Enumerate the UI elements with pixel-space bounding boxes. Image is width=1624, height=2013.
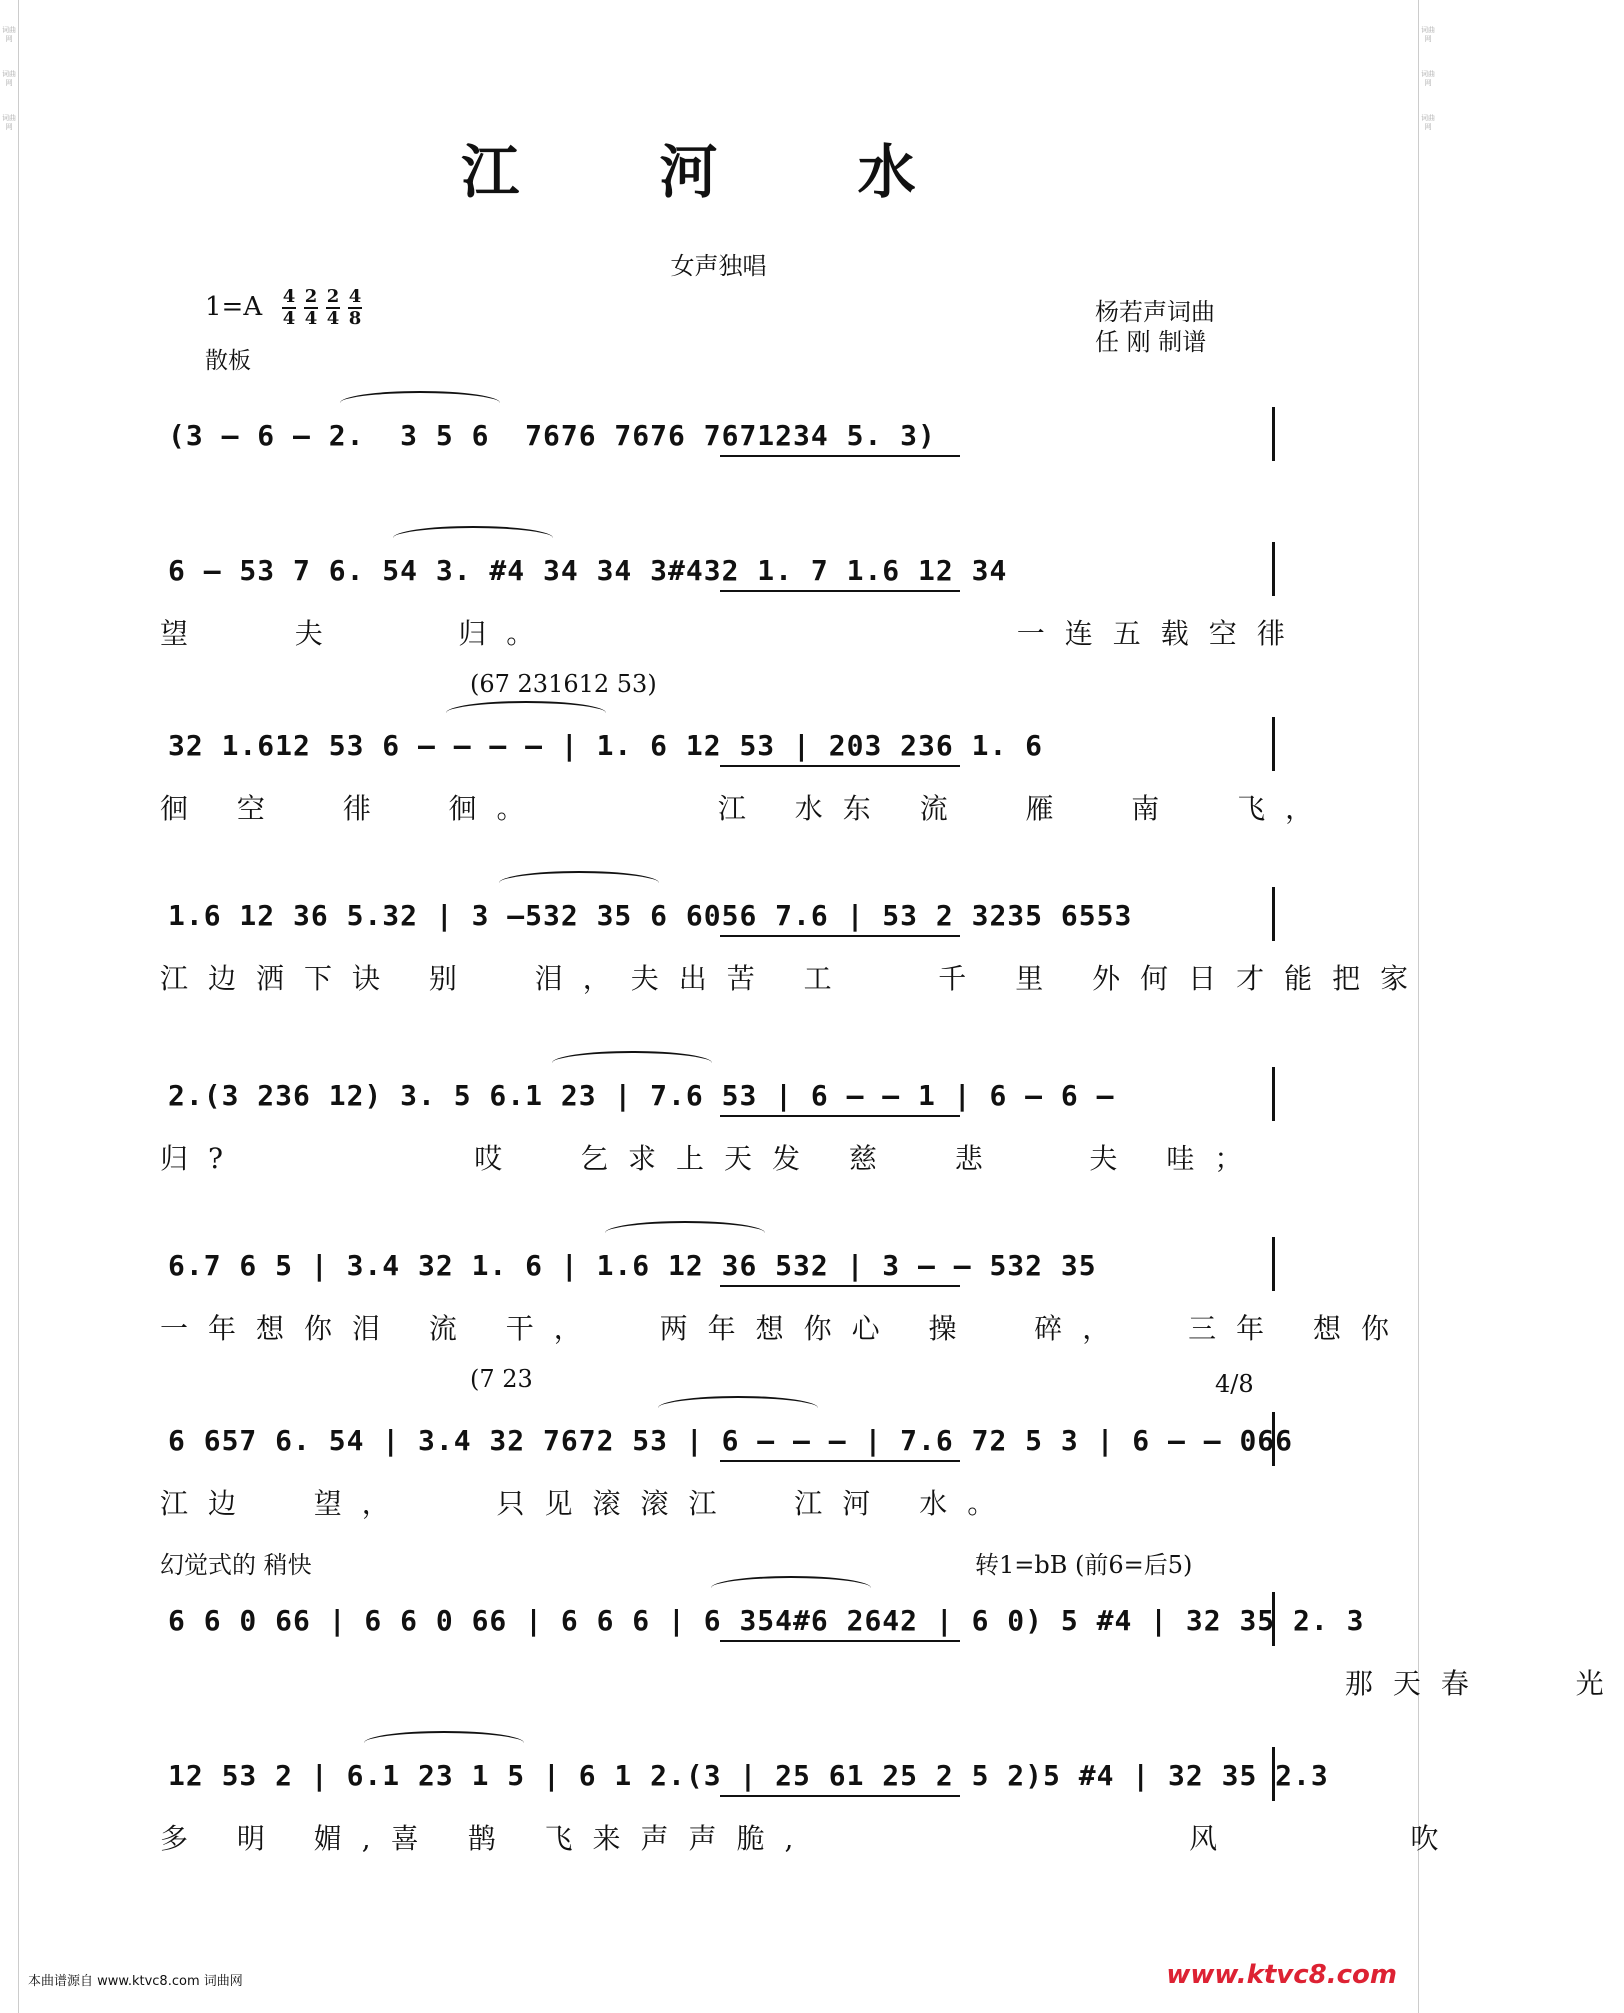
tempo-marking: 散板 [205,348,251,374]
note-sequence: 12 53 2 | 6.1 23 1 5 | 6 1 2.(3 | 25 61 25 2 5 2)5 #4 | 32 35 2.3 [168,1759,1329,1792]
note-sequence: 6 6 0 66 | 6 6 0 66 | 6 6 6 | 6 354#6 2642 | 6 0) 5 #4 | 32 35 2. 3 [168,1604,1365,1637]
barline [1272,717,1275,771]
score-row [160,540,1275,610]
modulation-note: 转1=bB (前6=后5) [975,1551,1193,1579]
beam-underline [720,935,960,937]
slur-mark [658,1396,818,1420]
lyric-line: 江边 望， 只见滚滚江 江河 水。 [160,1487,1016,1520]
beam-underline [720,1640,960,1642]
meter-list [282,287,362,329]
barline [1272,407,1275,461]
beam-underline [720,1460,960,1462]
beam-underline [720,1115,960,1117]
footer-site-logo: www.ktvc8.com [1166,1960,1397,1990]
score-row [160,1590,1365,1660]
note-sequence: 32 1.612 53 6 – – – – | 1. 6 12 53 | 203 236 1. 6 [168,729,1044,762]
watermark-text: 词曲网 [1421,70,1435,87]
note-sequence: 6 – 53 7 6. 54 3. #4 34 34 3#432 1. 7 1.6 12 34 [168,554,1008,587]
score-row [160,1065,1275,1135]
lyric-line: 多 明 媚,喜 鹊 飞来声声脆, 风 吹 [160,1822,1459,1855]
beam-underline [720,1285,960,1287]
barline [1272,1067,1275,1121]
watermark-text: 词曲网 [2,114,16,131]
barline [1272,542,1275,596]
beam-underline [720,590,960,592]
slur-mark [393,526,553,550]
note-sequence: 1.6 12 36 5.32 | 3 –532 35 6 6056 7.6 | 53 2 3235 6553 [168,899,1133,932]
right-watermark-strip [1418,0,1437,2013]
time-signature: $\frac{4}{4}$ [282,286,296,329]
beam-underline [720,1795,960,1797]
beam-underline [720,765,960,767]
key-signature: 1=A [205,292,263,322]
lyric-line: 那天春 光 [160,1667,1624,1700]
score-row [160,715,1275,785]
slur-mark [364,1731,524,1755]
row-annotation: (67 231612 53) [470,670,657,698]
arranger: 任 刚 制谱 [1095,328,1207,356]
barline [1272,1237,1275,1291]
song-title: 江 河 水 [461,138,976,206]
slur-mark [605,1221,765,1245]
note-sequence: 6.7 6 5 | 3.4 32 1. 6 | 1.6 12 36 532 | 3 – – 532 35 [168,1249,1097,1282]
footer-source: 本曲谱源自 www.ktvc8.com 词曲网 [28,1974,243,1989]
beam-underline [720,455,960,457]
lyricist-composer: 杨若声词曲 [1095,298,1215,326]
barline [1272,887,1275,941]
slur-mark [552,1051,712,1075]
meter-change-note: 4/8 [1215,1370,1254,1398]
barline [1272,1592,1275,1646]
row-annotation: (7 23 [470,1365,533,1393]
row-annotation: 幻觉式的 稍快 [160,1551,312,1579]
score-row [160,1745,1329,1815]
lyric-line: 徊 空 徘 徊。 江 水东 流 雁 南 飞， [160,792,1334,825]
note-sequence: 6 657 6. 54 | 3.4 32 7672 53 | 6 – – – | 7.6 72 5 3 | 6 – – 066 [168,1424,1294,1457]
time-signature: $\frac{2}{4}$ [326,286,340,329]
barline [1272,1747,1275,1801]
slur-mark [340,391,500,415]
watermark-text: 词曲网 [2,70,16,87]
left-watermark-strip [0,0,19,2013]
watermark-text: 词曲网 [2,26,16,43]
slur-mark [499,871,659,895]
lyric-line: 望 夫 归。 一连五载空徘 [160,617,1305,650]
time-signature: $\frac{4}{8}$ [348,286,362,329]
score-row [160,885,1275,955]
score-row [160,1235,1275,1305]
lyric-line: 江边洒下诀 别 泪，夫出苦 工 千 里 外何日才能把家 [160,962,1429,995]
watermark-text: 词曲网 [1421,114,1435,131]
watermark-text: 词曲网 [1421,26,1435,43]
lyric-line: 归? 哎 乞求上天发 慈 悲 夫 哇； [160,1142,1263,1175]
song-subtitle: 女声独唱 [670,252,767,280]
score-row [160,405,1275,475]
note-sequence: (3 – 6 – 2. 3 5 6 7676 7676 7671234 5. 3) [168,419,936,452]
slur-mark [446,701,606,725]
time-signature: $\frac{2}{4}$ [304,286,318,329]
credits [1095,297,1215,357]
lyric-line: 一年想你泪 流 干， 两年想你心 操 碎， 三年 想你 [160,1312,1410,1345]
slur-mark [711,1576,871,1600]
barline [1272,1412,1275,1466]
note-sequence: 2.(3 236 12) 3. 5 6.1 23 | 7.6 53 | 6 – – 1 | 6 – 6 – [168,1079,1115,1112]
score-row [160,1410,1294,1480]
